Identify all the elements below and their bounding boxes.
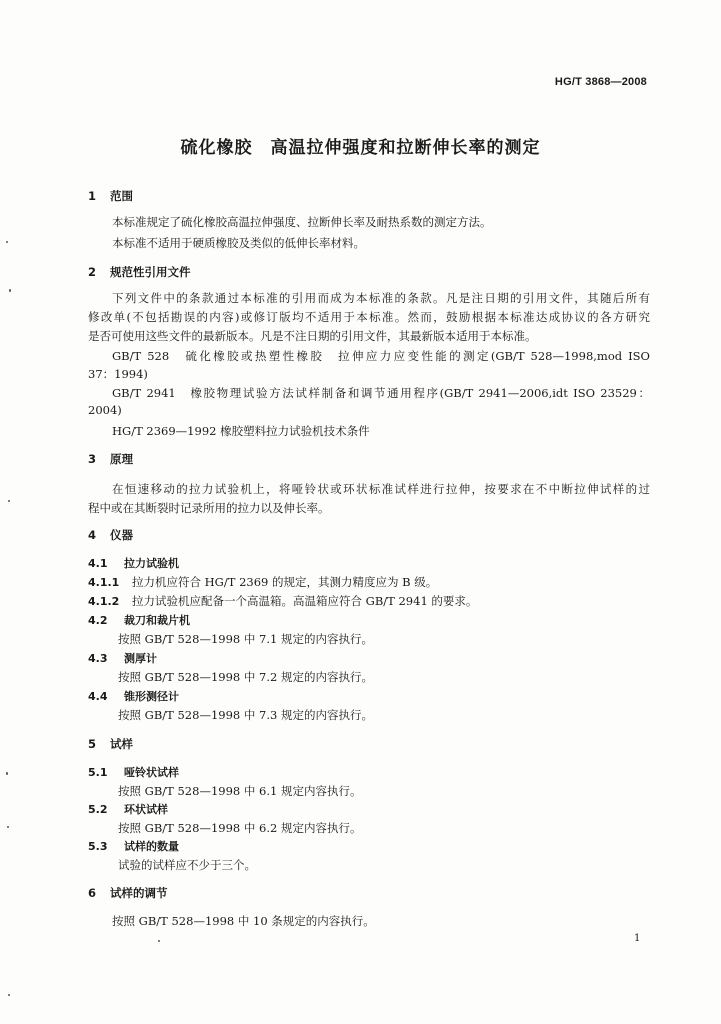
section-2-paragraph-line: 修改单(不包括勘误的内容)或修订版均不适用于本标准。然而，鼓励根据本标准达成协议的各方研究 (88, 310, 650, 324)
section-2-paragraph-line: 是否可使用这些文件的最新版本。凡是不注日期的引用文件，其最新版本适用于本标准。 (88, 329, 537, 343)
reference-item-continuation: 2004) (88, 403, 122, 417)
scan-speck (9, 289, 11, 292)
section-2-heading: 2 规范性引用文件 (88, 265, 191, 279)
scan-speck (6, 241, 8, 243)
section-1-paragraph: 本标准不适用于硬质橡胶及类似的低伸长率材料。 (112, 236, 365, 250)
subsection-heading: 5.3 试样的数量 (88, 840, 179, 853)
section-2-paragraph-line: 下列文件中的条款通过本标准的引用而成为本标准的条款。凡是注日期的引用文件，其随后所有 (112, 291, 650, 305)
document-title: 硫化橡胶 高温拉伸强度和拉断伸长率的测定 (180, 138, 541, 158)
scan-speck (6, 772, 8, 775)
section-6-paragraph: 按照 GB/T 528—1998 中 10 条规定的内容执行。 (112, 914, 375, 928)
reference-item-continuation: 37：1994) (88, 367, 148, 381)
scan-speck (158, 940, 160, 942)
standard-number: HG/T 3868—2008 (554, 76, 647, 88)
section-1-heading: 1 范围 (88, 189, 133, 203)
reference-item: HG/T 2369—1992 橡胶塑料拉力试验机技术条件 (112, 424, 370, 438)
scan-speck (7, 826, 9, 828)
subsection-text: 按照 GB/T 528—1998 中 7.3 规定的内容执行。 (118, 708, 373, 722)
reference-item: GB/T 2941 橡胶物理试验方法试样制备和调节通用程序(GB/T 2941—2006,idt ISO 23529： (112, 386, 650, 400)
subsection-text: 按照 GB/T 528—1998 中 7.2 规定的内容执行。 (118, 670, 373, 684)
subsection-text: 4.1.1 拉力机应符合 HG/T 2369 的规定，其测力精度应为 B 级。 (88, 575, 438, 589)
section-1-paragraph: 本标准规定了硫化橡胶高温拉伸强度、拉断伸长率及耐热系数的测定方法。 (112, 215, 492, 229)
scan-speck (8, 500, 10, 502)
subsection-heading: 4.3 测厚计 (88, 652, 157, 665)
section-5-heading: 5 试样 (88, 737, 133, 751)
subsection-text: 按照 GB/T 528—1998 中 6.2 规定内容执行。 (118, 821, 362, 835)
subsection-heading: 5.2 环状试样 (88, 803, 168, 816)
subsection-text: 4.1.2 拉力试验机应配备一个高温箱。高温箱应符合 GB/T 2941 的要求。 (88, 594, 478, 608)
section-6-heading: 6 试样的调节 (88, 886, 168, 900)
subsection-text: 按照 GB/T 528—1998 中 6.1 规定内容执行。 (118, 784, 362, 798)
section-3-paragraph-line: 程中或在其断裂时记录所用的拉力以及伸长率。 (88, 501, 330, 515)
subsection-text: 按照 GB/T 528—1998 中 7.1 规定的内容执行。 (118, 632, 373, 646)
subsection-heading: 4.1 拉力试验机 (88, 557, 179, 570)
subsection-heading: 5.1 哑铃状试样 (88, 766, 179, 779)
scan-speck (8, 994, 10, 996)
page-number: 1 (634, 933, 641, 944)
section-4-heading: 4 仪器 (88, 528, 133, 542)
subsection-text: 试验的试样应不少于三个。 (118, 858, 256, 872)
section-3-heading: 3 原理 (88, 452, 133, 466)
subsection-heading: 4.4 锥形测径计 (88, 690, 179, 703)
section-3-paragraph-line: 在恒速移动的拉力试验机上，将哑铃状或环状标准试样进行拉伸，按要求在不中断拉伸试样的过 (112, 482, 650, 496)
reference-item: GB/T 528 硫化橡胶或热塑性橡胶 拉伸应力应变性能的测定(GB/T 528—1998,mod ISO (112, 349, 650, 363)
subsection-heading: 4.2 裁刀和裁片机 (88, 614, 190, 627)
